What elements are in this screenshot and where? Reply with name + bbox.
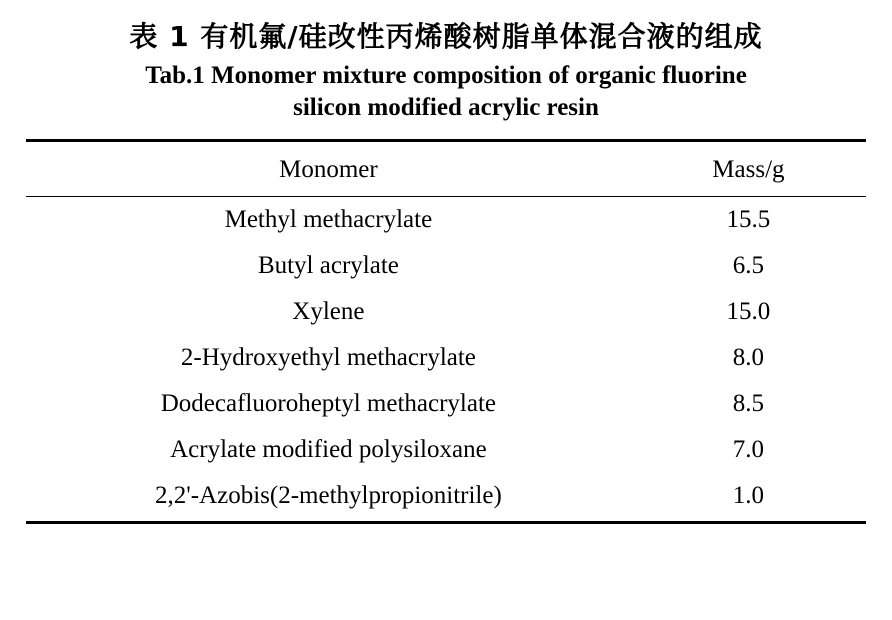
monomer-composition-table (26, 139, 866, 524)
table-row (26, 289, 866, 335)
cell-mass: 7.0 (732, 435, 765, 463)
cell-mass: 1.0 (631, 473, 866, 523)
table-caption-chinese: 表 1 有机氟/硅改性丙烯酸树脂单体混合液的组成 (129, 20, 763, 53)
cell-mass: 8.5 (732, 389, 765, 417)
cell-mass: 15.0 (726, 297, 771, 325)
table-caption-english-line1: Tab.1 Monomer mixture composition of organic fluorine (145, 61, 747, 89)
table-body (26, 196, 866, 522)
cell-mass: 6.5 (732, 251, 765, 279)
cell-mass: 8.0 (732, 343, 765, 371)
table-row (26, 196, 866, 243)
table-row (26, 427, 866, 473)
cell-monomer: Dodecafluoroheptyl methacrylate (160, 389, 497, 417)
cell-mass: 15.5 (726, 205, 771, 233)
cell-monomer: 2-Hydroxyethyl methacrylate (180, 343, 476, 371)
cell-monomer: Xylene (292, 297, 365, 325)
table-head (26, 140, 866, 196)
table-container (14, 139, 878, 524)
table-caption-english (14, 60, 878, 125)
column-header-monomer: Monomer (26, 140, 631, 196)
table-header-row (26, 140, 866, 196)
column-header-mass: Mass/g (631, 140, 866, 196)
table-caption-english-line2: silicon modified acrylic resin (293, 94, 599, 122)
cell-monomer: Methyl methacrylate (224, 205, 433, 233)
cell-monomer: Butyl acrylate (257, 251, 399, 279)
table-row (26, 381, 866, 427)
cell-monomer: 2,2'-Azobis(2-methylpropionitrile) (26, 473, 631, 523)
table-row (26, 473, 866, 523)
table-row (26, 243, 866, 289)
table-caption (14, 18, 878, 125)
cell-monomer: Acrylate modified polysiloxane (170, 435, 487, 463)
table-row (26, 335, 866, 381)
